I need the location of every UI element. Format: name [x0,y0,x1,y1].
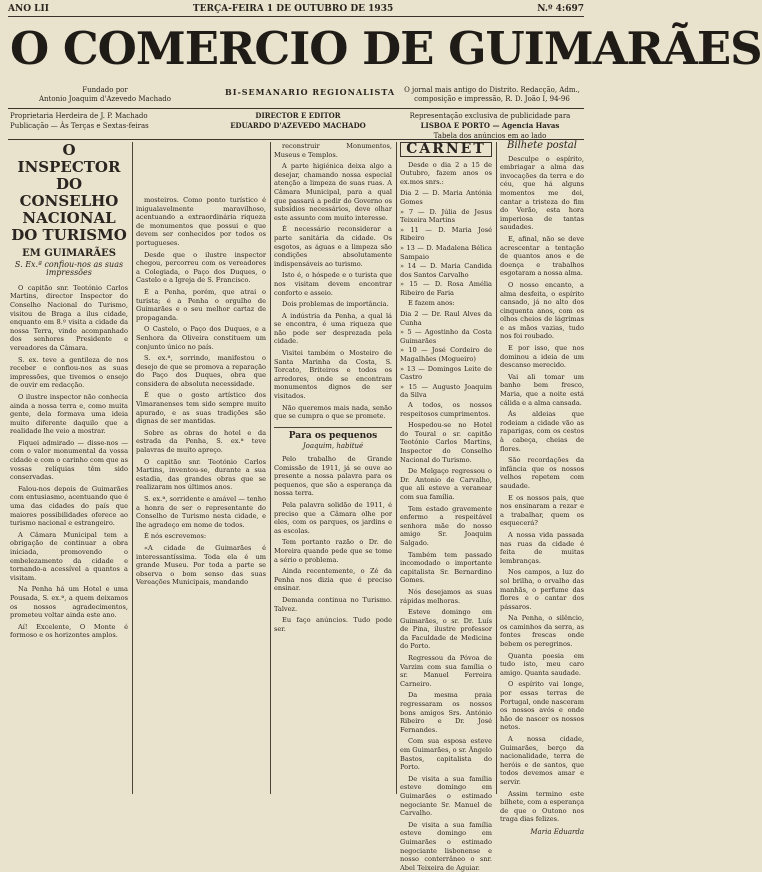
bilhete-signature: Maria Eduarda [530,827,584,836]
paragraph: » 15 — D. Rosa Amélia Ribeiro de Faria [400,280,492,297]
paragraph: Também tem passado incomodado o importante capitalista Sr. Bernardino Gomes. [400,550,492,585]
paragraph: Desculpe o espírito, embriagar a alma das invocações da terra e do céu, que há alguns momentos me dei, cantar a tristeza do fim do Verão, esta hora imperiosa de tantas saudades. [500,154,584,232]
paragraph: De visita a sua família esteve domingo em Guimarães o estimado negociante Sr. Manuel de Carvalho. [400,774,492,818]
column-2 [136,142,266,794]
paragraph: Demanda continua no Turismo. Talvez. [274,595,392,613]
paragraph: » 7 — D. Júlia de Jesus Teixeira Martins [400,207,492,225]
carnet-body [400,401,492,872]
paragraph: reconstruir Monumentos, Museus e Templos. [274,142,392,159]
article-body-col1 [10,284,128,640]
paragraph: O nosso encanto, a alma desfeita, o espírito cansado, já no alto dos cinquenta anos, com os olhos cheios de lágrimas e as mãos vazias, tudo nos foi roubado. [500,280,584,341]
paragraph: Não queremos mais nada, senão que se cumpra o que se promete. [274,403,392,421]
carnet-birthday-list-2 [400,310,492,400]
carnet-birthday-list [400,189,492,297]
paragraph: Na Penha há um Hotel e uma Pousada, S. ex.ª, a quem deixamos os nossos agradecimentos, prometeu voltar ainda este ano. [10,585,128,620]
bilhete-body [500,155,584,824]
paragraph: A parte higiénica deixa algo a desejar, chamando nossa especial atenção a limpeza de suas ruas. A Câmara Municipal, para a qual que passará a pedir do Governo os subsídios necessários, deve olhar este assunto com muito interesse. [274,162,392,222]
paragraph: Nos campos, a luz do sol brilha, o orvalho das manhãs, o perfume das flores e o cantar dos pássaros. [500,568,584,611]
paragraph: O ilustre inspector não conhecia ainda a nossa terra e, como muita gente, dela formava uma ideia muito diferente daquilo que a realidade lhe veio a mostrar. [10,392,128,436]
paragraph: E os nossos pais, que nos ensinaram a rezar e a trabalhar, quem os esquecerá? [500,493,584,528]
issue-number: N.º 4:697 [537,4,584,14]
paragraph: Ás aldeias que rodeiam a cidade vão as raparigas, com os cestos à cabeça, cheias de flores. [500,410,584,453]
paragraph: Tem portanto razão o Dr. de Moreira quando pede que se tome a sério o problema. [274,538,392,564]
paragraph: De Melgaço regressou o Dr. Antonio de Carvalho, que ali esteve a veranear com sua família. [400,467,492,501]
carnet-title: CARNET [400,142,492,157]
paragraph: O capitão snr. Teotónio Carlos Martins, inventou-se, durante a sua estadia, das grandes obras que se realizaram nos últimos anos. [136,457,266,492]
paragraph: Hospedou-se no Hotel do Toural o sr. capitão Teotónio Carlos Martins, Inspector do Conselho Nacional do Turismo. [400,421,492,464]
paragraph: » 14 — D. Maria Candida dos Santos Carvalho [400,262,492,279]
paragraph: Dia 2 — D. Maria Antónia Gomes [400,189,492,206]
paragraph: Com sua esposa esteve em Guimarães, o sr. Ângelo Bastos, capitalista do Porto. [400,737,492,772]
paragraph: Esteve domingo em Guimarães, o sr. Dr. Luís de Pina, ilustre professor da Faculdade de Medicina do Porto. [400,608,492,651]
paragraph: Vai ali tomar um banho bem fresco, Maria, que a noite está cálida e a alma cansada. [500,372,584,407]
paragraph: Desde que o ilustre inspector chegou, percorreu com os vereadores a Colegiada, o Paço dos Duques, o Castelo e a Igreja de S. Francisco. [136,250,266,285]
paragraph: O capitão snr. Teotónio Carlos Martins, director Inspector do Conselho Nacional do Turismo, visitou de Braga a ilus cidade, enquanto em 8.º visita a cidade da nossa Terra, vindo acompanhado dos senhores Presidente e vereadores da Câmara. [10,283,128,352]
paragraph: » 10 — José Cordeiro de Magalhães (Mogueiro) [400,346,492,364]
paragraph: E por isso, que nos dominou a ideia de um descanso merecido. [500,344,584,370]
date-label: TERÇA-FEIRA 1 DE OUTUBRO DE 1935 [192,4,394,14]
info-bar [8,108,584,140]
paragraph: Sobre as obras do hotel e da estrada da Penha, S. ex.ª teve palavras de muito apreço. [136,428,266,455]
para-pequenos-body [274,455,392,633]
paragraph: A nossa cidade, Guimarães, berço da nacionalidade, terra de heróis e de santos, que todos devemos amar e servir. [500,735,584,786]
para-pequenos-byline: Joaquim, habitué [302,442,364,451]
article-body-col3 [274,142,392,421]
paragraph: Pelo trabalho de Grande Comissão de 1911, já se ouve ao presente a nossa palavra para os pequenos, que são a esperança da nossa terra. [274,455,392,498]
paper-subtitle: BI-SEMANARIO REGIONALISTA [224,87,396,97]
paragraph: S. ex. teve a gentileza de nos receber e confiou-nos as suas impressões, que tivemos o ensejo de ouvir em redacção. [10,355,128,390]
paragraph: Dia 2 — Dr. Raul Alves da Cunha [400,310,492,327]
paragraph: Falou-nos depois de Guimarães com entusiasmo, acentuando que é uma das cidades do país que maiores possibilidades oferece ao turismo nacional e estrangeiro. [10,484,128,528]
paper-address: O jornal mais antigo do Distrito. Redacção, Adm., composição e impressão, R. D. João I, 94-96 [404,86,580,103]
column-4-carnet [400,141,492,872]
paragraph: «A cidade de Guimarães é interessantíssima. Toda ela é um grande Museu. Por toda a parte se observa o bom senso das suas Vereações Municipais, mandando [136,543,266,587]
paragraph: A indústria da Penha, a qual lá se encontra, é uma riqueza que não pode ser desprezada pela cidade. [274,311,392,346]
paragraph: É necessário reconsiderar a parte sanitária da cidade. Os esgotos, as águas e a limpeza são condições absolutamente indispensáveis ao turismo. [274,225,392,268]
paragraph: Dois problemas de importância. [282,300,389,309]
carnet-intro: Desde o dia 2 a 15 de Outubro, fazem anos os ex.mos snrs.: [400,160,492,186]
paragraph: Tem estado gravemente enfermo a respeitável senhora mãe do nosso amigo Sr. Joaquim Salgado. [400,504,492,547]
column-5-bilhete [500,140,584,836]
column-rule [132,142,133,794]
paragraph: mosteiros. Como ponto turístico é inigualavelmente maravilhoso, acentuando a extraordinária riqueza de monumentos que possui e que devem ser conhecidos por todos os portugueses. [136,196,266,247]
paragraph: É que o gosto artístico dos Vimaranenses tem sido sempre muito apurado, e as suas tradições são dignas de ser mantidas. [136,391,266,426]
ano-label: ANO LII [8,4,49,14]
paragraph: » 15 — Augusto Joaquim da Silva [400,382,492,400]
column-rule [270,142,271,794]
paragraph: São recordações da infância que os nossos velhos repetem com saudade. [500,456,584,490]
main-subheadline: EM GUIMARÃES [22,248,116,259]
paragraph: Assim termino este bilhete, com a esperança de que o Outono nos traga dias felizes. [500,789,584,824]
paragraph: » 11 — D. Maria José Ribeiro [400,225,492,243]
ad-representation: Representação exclusiva de publicidade para LISBOA E PORTO — Agencia Havas Tabela dos anúncios em ao lado [409,112,571,140]
paragraph: Quanta poesia em tudo isto, meu caro amigo. Quanta saudade. [500,651,584,677]
paragraph: Pela palavra solidão de 1911, é preciso que a Câmara olhe por eles, com os parques, os jardins e as escolas. [274,500,392,535]
article-body-col2 [136,196,266,587]
paragraph: O espírito vai longe, por essas terras de Portugal, onde nasceram os nossos avós e onde hão de nascer os nossos netos. [500,680,584,732]
main-deck: S. Ex.ª confiou-nos as suas impressões [14,259,124,278]
paragraph: » 13 — Domingos Leite de Castro [400,364,492,382]
paragraph: É nós escrevemos: [144,532,207,541]
founder-info: Fundado por Antonio Joaquim d'Azevedo Machado [38,86,171,103]
paragraph: Aí! Excelente, O Monte é formoso e os horizontes amplos. [10,622,128,640]
column-rule [396,142,397,794]
director-info: DIRECTOR E EDITOR EDUARDO D'AZEVEDO MACHADO [230,111,366,130]
paragraph: Fiquei admirado — disse-nos — com o valor monumental da vossa cidade e com o carinho com que as vossas relíquias têm sido conservadas. [10,438,128,482]
main-headline: O INSPECTOR DO CONSELHO NACIONAL DO TURISMO [11,141,127,244]
paragraph: A Câmara Municipal tem a obrigação de continuar a obra iniciada, promovendo o embelezamento da cidade e tornando-a acessível a quantos a visitam. [10,530,128,582]
paragraph: » 13 — D. Madalena Bélica Sampaio [400,243,492,261]
paragraph: Isto é, o hóspede e o turista que nos visitam devem encontrar conforto e asseio. [274,271,392,297]
paragraph: Regressou da Póvoa de Varzim com sua família o sr. Manuel Ferreira Carneiro. [400,654,492,688]
carnet-label: E fazem anos: [408,298,455,307]
paragraph: Na Penha, o silêncio, os caminhos da serra, as fontes frescas onde bebem os peregrinos. [500,614,584,649]
paragraph: S. ex.ª, sorridente e amável — tenho a honra de ser o representante do Conselho de Turismo nesta cidade, e lhe agradeço em nome de todos. [136,495,266,529]
proprietor-info: Proprietaria Herdeira de J. P. Machado Publicação — Às Terças e Sextas-feiras [10,112,149,130]
paragraph: Nós desejamos as suas rápidas melhoras. [400,587,492,605]
paragraph: Ainda recentemente, o Zé da Penha nos dizia que é preciso ensinar. [274,567,392,593]
paragraph: De visita a sua família esteve domingo em Guimarães o estimado negociante lisbonense e nosso conterrâneo o snr. Abel Teixeira de Aguiar. [400,820,492,872]
column-rule [496,142,497,794]
column-3 [274,142,392,794]
paragraph: E, afinal, não se deve acrescentar a tentação de quantos anos e de doença e trabalhos esgotaram a nossa alma. [500,234,584,278]
paragraph: A nossa vida passada nas ruas da cidade é feita de muitas lembranças. [500,530,584,565]
paragraph: S. ex.ª, sorrindo, manifestou o desejo de que se promova a reparação do Paço dos Duques, obra que considera de absoluta necessidade. [136,354,266,388]
top-dateline [8,2,584,17]
para-pequenos-title: Para os pequenos [274,427,392,441]
paragraph: O Castelo, o Paço dos Duques, e a Senhora da Oliveira constituem um conjunto único no país. [136,325,266,351]
paragraph: Eu faço anúncios. Tudo pode ser. [274,616,392,633]
paragraph: Visitei também o Mosteiro de Santa Marinha da Costa, S. Torcato, Briteiros e todos os arredores, onde se encontram monumentos dignos de ser visitados. [274,349,392,401]
paragraph: É a Penha, porém, que atrai o turista; é a Penha o orgulho de Guimarães e o seu melhor cartaz de propaganda. [136,287,266,322]
masthead-title: O COMERCIO DE GUIMARÃES [10,22,762,75]
paragraph: A todos, os nossos respeitosos cumprimentos. [400,401,492,418]
bilhete-title: Bilhete postal [507,140,577,151]
paragraph: » 5 — Agostinho da Costa Guimarães [400,328,492,345]
column-1 [10,142,128,794]
paragraph: Da mesma praia regressaram os nossos bons amigos Srs. António Ribeiro e Dr. José Fernandes. [400,691,492,734]
